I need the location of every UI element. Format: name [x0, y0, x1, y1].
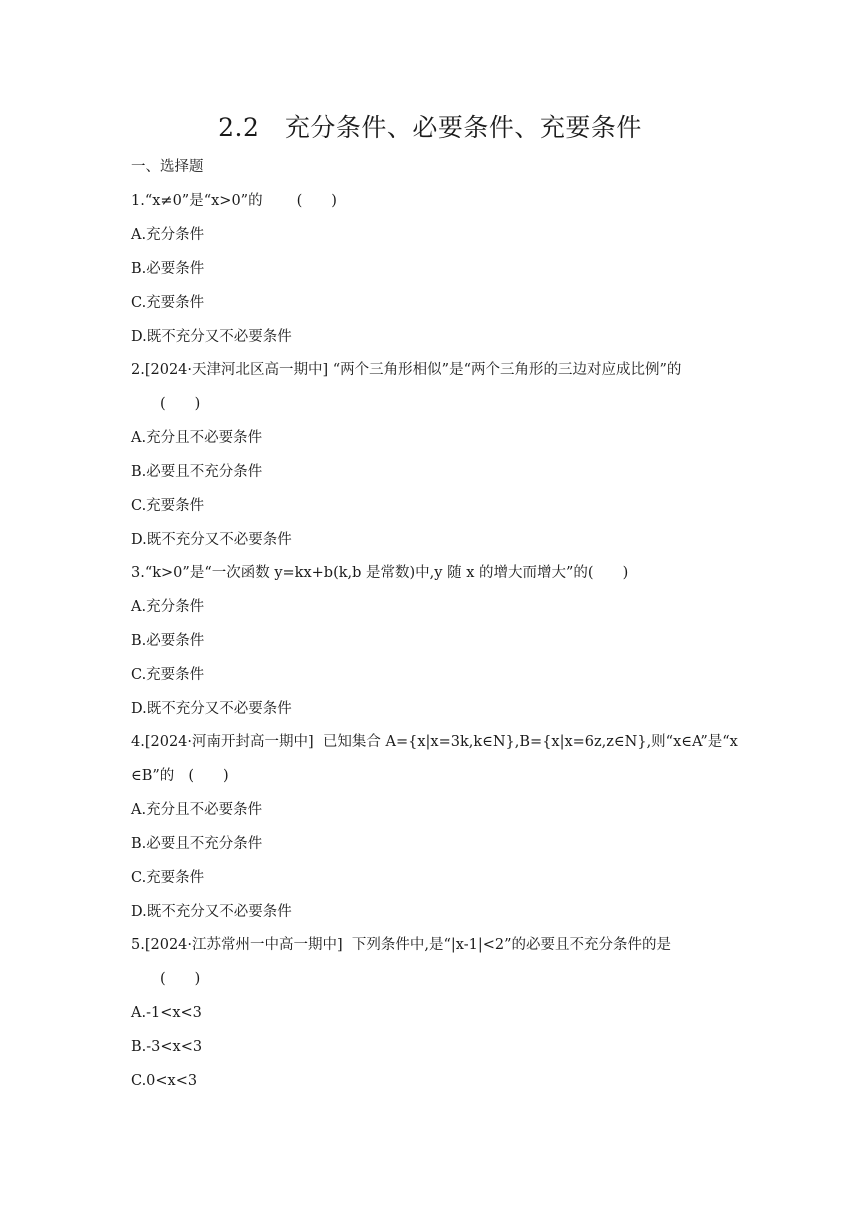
- question-3-answer-blank: ( ): [587, 565, 629, 581]
- question-1-option-a: A.充分条件: [131, 227, 205, 243]
- question-2-option-a: A.充分且不必要条件: [131, 430, 263, 446]
- question-4-stem-continued: [131, 766, 229, 786]
- question-2-stem: 2.[2024·天津河北区高一期中] “两个三角形相似”是“两个三角形的三边对应成比例”的: [131, 362, 682, 378]
- question-5-option-a: A.-1<x<3: [131, 1005, 202, 1021]
- question-4-text-continued: ∈B”的: [131, 768, 175, 784]
- question-2-option-d: D.既不充分又不必要条件: [131, 532, 292, 548]
- section-heading: 一、选择题: [131, 159, 204, 175]
- question-2-option-c: C.充要条件: [131, 498, 205, 514]
- question-1-option-b: B.必要条件: [131, 261, 205, 277]
- question-1-text: 1.“x≠0”是“x>0”的: [131, 193, 263, 209]
- question-3-option-c: C.充要条件: [131, 667, 205, 683]
- question-1-option-c: C.充要条件: [131, 295, 205, 311]
- question-3-stem: [131, 563, 628, 583]
- question-3-option-b: B.必要条件: [131, 633, 205, 649]
- question-4-option-a: A.充分且不必要条件: [131, 802, 263, 818]
- question-4-option-b: B.必要且不充分条件: [131, 836, 263, 852]
- question-4-option-c: C.充要条件: [131, 870, 205, 886]
- question-3-option-d: D.既不充分又不必要条件: [131, 701, 292, 717]
- question-1-option-d: D.既不充分又不必要条件: [131, 329, 292, 345]
- question-5-option-c: C.0<x<3: [131, 1073, 198, 1089]
- question-4-option-d: D.既不充分又不必要条件: [131, 904, 292, 920]
- question-5-stem: 5.[2024·江苏常州一中高一期中] 下列条件中,是“|x-1|<2”的必要且不充分条件的是: [131, 937, 672, 953]
- question-5-answer-blank: ( ): [160, 971, 201, 987]
- question-4-stem: 4.[2024·河南开封高一期中] 已知集合 A={x|x=3k,k∈N},B={x|x=6z,z∈N},则“x∈A”是“x: [131, 734, 738, 750]
- question-2-option-b: B.必要且不充分条件: [131, 464, 263, 480]
- question-4-answer-blank: ( ): [188, 768, 229, 784]
- question-1-answer-blank: ( ): [296, 193, 337, 209]
- question-5-option-b: B.-3<x<3: [131, 1039, 203, 1055]
- question-3-option-a: A.充分条件: [131, 599, 205, 615]
- question-2-answer-blank: ( ): [160, 396, 201, 412]
- page-title: 2.2 充分条件、必要条件、充要条件: [218, 113, 642, 142]
- question-1-stem: [131, 191, 337, 211]
- question-3-text: 3.“k>0”是“一次函数 y=kx+b(k,b 是常数)中,y 随 x 的增大而增大”的: [131, 565, 588, 581]
